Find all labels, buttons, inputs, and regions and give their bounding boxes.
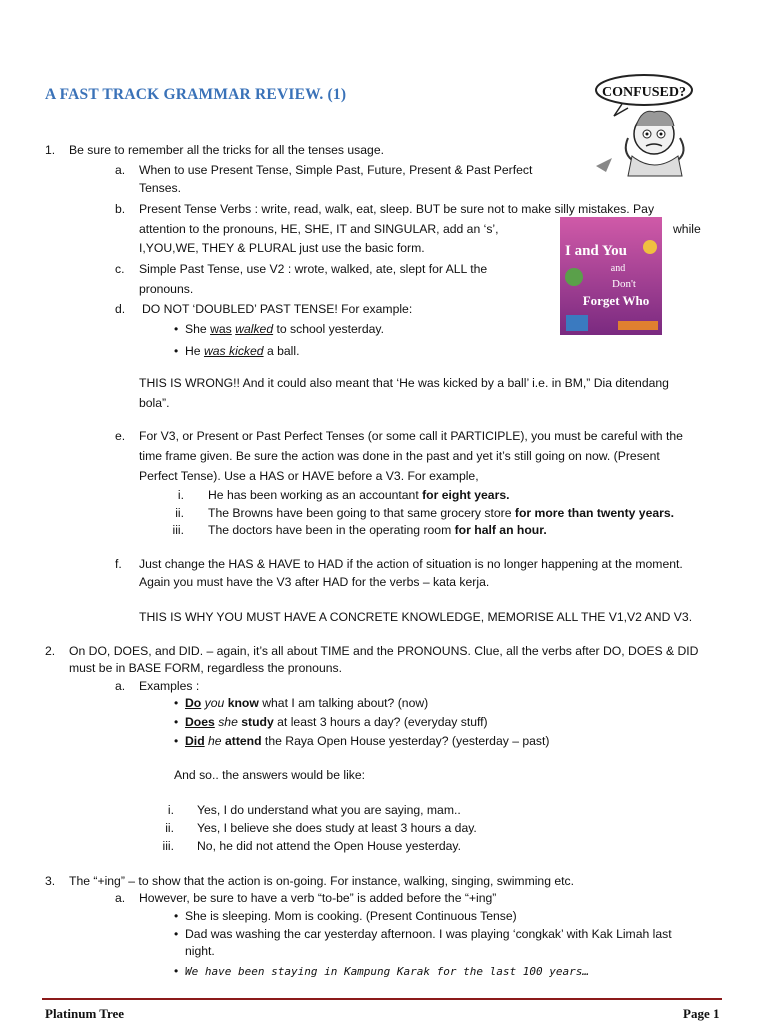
- item-1e-iii-number: iii.: [172, 523, 184, 537]
- bullet: •: [174, 964, 179, 978]
- item-1e-iii-text: The doctors have been in the operating room for half an hour.: [208, 523, 547, 537]
- item-1f-label: f.: [115, 557, 122, 571]
- answer-i-number: i.: [167, 803, 174, 817]
- item-1e-i-number: i.: [177, 488, 184, 502]
- bullet: •: [174, 696, 179, 710]
- answer-i-text: Yes, I do understand what you are saying, mam..: [197, 803, 461, 817]
- item-1f-line-2: Again you must have the V3 after HAD for the verbs – kata kerja.: [139, 575, 490, 589]
- item-1e-ii-number: ii.: [175, 506, 184, 520]
- section-3-number: 3.: [45, 874, 56, 888]
- item-1f-line-3: THIS IS WHY YOU MUST HAVE A CONCRETE KNOWLEDGE, MEMORISE ALL THE V1,V2 AND V3.: [139, 610, 693, 624]
- item-1e-line-3: Perfect Tense). Use a HAS or HAVE before a V3. For example,: [139, 469, 479, 483]
- footer-left-text: Platinum Tree: [45, 1006, 125, 1021]
- item-1b-line-2-end: while: [673, 222, 701, 236]
- book-title-line-2: and: [610, 263, 626, 274]
- item-1d-wrong-line-2: bola”.: [139, 396, 170, 410]
- item-2a-text: Examples :: [139, 679, 200, 693]
- bullet: •: [174, 715, 179, 729]
- item-1e-line-2: time frame given. Be sure the action was done in the past and yet it’s still going on now. (Present: [139, 449, 660, 463]
- bullet: •: [174, 927, 179, 941]
- item-3a-label: a.: [115, 891, 126, 905]
- item-1e-ii-text: The Browns have been going to that same grocery store for more than twenty years.: [208, 506, 675, 520]
- section-2-number: 2.: [45, 644, 56, 658]
- item-2a-example-2: Does she study at least 3 hours a day? (everyday stuff): [185, 715, 488, 729]
- item-1f-line-1: Just change the HAS & HAVE to HAD if the action of situation is no longer happening at the moment.: [139, 557, 683, 571]
- item-1b-line-1: Present Tense Verbs : write, read, walk, eat, sleep. BUT be sure not to make silly mistakes. Pay: [139, 202, 655, 216]
- item-1d-example-2: He was kicked a ball.: [185, 344, 300, 358]
- item-2a-label: a.: [115, 679, 126, 693]
- book-cover-image: [560, 217, 662, 335]
- item-3a-example-2-line-2: night.: [185, 944, 215, 958]
- item-1c-line-1: Simple Past Tense, use V2 : wrote, walked, ate, slept for ALL the: [139, 262, 488, 276]
- section-2-line-1: On DO, DOES, and DID. – again, it’s all about TIME and the PRONOUNS. Clue, all the verbs after DO, DOES & DID: [69, 644, 699, 658]
- section-1-number: 1.: [45, 143, 56, 157]
- item-3a-example-3: We have been staying in Kampung Karak for the last 100 years…: [185, 965, 589, 978]
- item-2a-example-1: Do you know what I am talking about? (now): [185, 696, 429, 710]
- confused-cartoon-illustration: [592, 68, 702, 178]
- item-3a-example-2-line-1: Dad was washing the car yesterday afternoon. I was playing ‘congkak’ with Kak Limah last: [185, 927, 672, 941]
- item-1a-line-1: When to use Present Tense, Simple Past, Future, Present & Past Perfect: [139, 163, 533, 177]
- answer-iii-text: No, he did not attend the Open House yesterday.: [197, 839, 462, 853]
- item-1b-line-3: I,YOU,WE, THEY & PLURAL just use the basic form.: [139, 241, 425, 255]
- answer-ii-number: ii.: [165, 821, 174, 835]
- bullet: •: [174, 322, 179, 336]
- item-2a-example-3: Did he attend the Raya Open House yesterday? (yesterday – past): [185, 734, 550, 748]
- item-1b-line-2: attention to the pronouns, HE, SHE, IT and SINGULAR, add an ‘s’,: [139, 222, 499, 236]
- bullet: •: [174, 344, 179, 358]
- bullet: •: [174, 734, 179, 748]
- confused-text: CONFUSED?: [601, 85, 687, 100]
- footer-divider: [42, 998, 722, 1000]
- item-1d-label: d.: [115, 302, 126, 316]
- item-1e-i-text: He has been working as an accountant for eight years.: [208, 488, 510, 502]
- section-1-text: Be sure to remember all the tricks for all the tenses usage.: [69, 143, 384, 157]
- answer-iii-number: iii.: [162, 839, 174, 853]
- item-1a-line-2: Tenses.: [139, 181, 182, 195]
- item-1b-label: b.: [115, 202, 126, 216]
- page-title: A FAST TRACK GRAMMAR REVIEW. (1): [45, 86, 347, 103]
- book-title-line-3: Don't: [612, 278, 636, 290]
- bullet: •: [174, 909, 179, 923]
- item-1e-label: e.: [115, 429, 126, 443]
- book-title-line-4: Forget Who: [582, 293, 650, 308]
- item-1d-wrong-line-1: THIS IS WRONG!! And it could also meant that ‘He was kicked by a ball’ i.e. in BM,” Dia ditendang: [139, 376, 669, 390]
- item-3a-text: However, be sure to have a verb “to-be” is added before the “+ing”: [139, 891, 497, 905]
- answer-ii-text: Yes, I believe she does study at least 3 hours a day.: [197, 821, 477, 835]
- item-1d-example-1: She was walked to school yesterday.: [185, 322, 384, 336]
- item-1e-line-1: For V3, or Present or Past Perfect Tenses (or some call it PARTICIPLE), you must be careful with the: [139, 429, 683, 443]
- section-3-line-1: The “+ing” – to show that the action is on-going. For instance, walking, singing, swimming etc.: [69, 874, 575, 888]
- item-2a-so-text: And so.. the answers would be like:: [174, 768, 366, 782]
- item-1a-label: a.: [115, 163, 126, 177]
- item-1c-label: c.: [115, 262, 125, 276]
- book-title-line-1: I and You: [565, 243, 627, 259]
- item-3a-example-1: She is sleeping. Mom is cooking. (Present Continuous Tense): [185, 909, 517, 923]
- item-1d-line-1: DO NOT ‘DOUBLED’ PAST TENSE! For example:: [142, 302, 413, 316]
- item-1c-line-2: pronouns.: [139, 282, 194, 296]
- footer-page-number: Page 1: [683, 1006, 720, 1021]
- section-2-line-2: must be in BASE FORM, regardless the pronouns.: [69, 661, 342, 675]
